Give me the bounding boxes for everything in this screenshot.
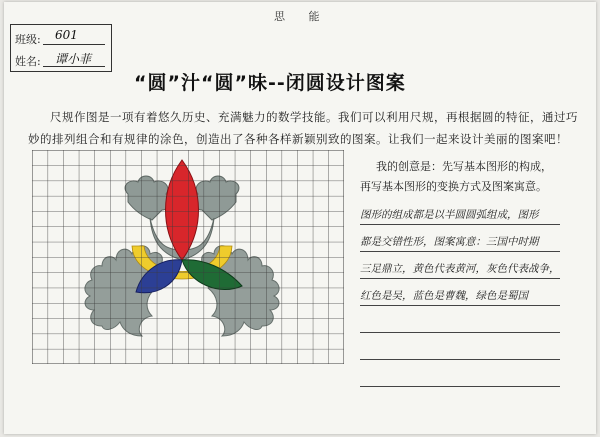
answer-line (360, 252, 560, 279)
answer-line (360, 225, 560, 252)
answer-line (360, 360, 560, 387)
header-tag: 思 能 (274, 10, 330, 23)
name-value: 谭小菲 (55, 52, 92, 66)
class-label: 班级: (15, 33, 41, 46)
answer-line (360, 198, 560, 225)
answer-line (360, 279, 560, 306)
student-info-box (10, 24, 112, 72)
answer-line-text: 红色是吴，蓝色是曹魏，绿色是蜀国 (360, 290, 528, 302)
answer-line-text: 图形的组成都是以半圆圆弧组成，图形 (360, 209, 539, 221)
handwritten-answer-lines (360, 198, 560, 387)
name-label: 姓名: (15, 55, 41, 68)
answer-line-text: 三足鼎立，黄色代表黄河，灰色代表战争， (360, 263, 560, 275)
page-title: “圆”汁“圆”味--闭圆设计图案 (134, 72, 406, 94)
answer-line (360, 306, 560, 333)
class-value: 601 (55, 28, 78, 42)
name-row (15, 49, 107, 69)
design-grid-svg (32, 150, 344, 364)
class-row (15, 27, 107, 47)
creative-subheading: 再写基本图形的变换方式及图案寓意。 (360, 180, 547, 193)
design-grid-area (32, 150, 344, 364)
creative-heading: 我的创意是：先写基本图形的构成， (376, 160, 552, 173)
class-underline (43, 44, 105, 45)
answer-line (360, 333, 560, 360)
worksheet-paper (4, 2, 596, 434)
answer-line-text: 都是交错性形，图案寓意：三国中时期 (360, 236, 539, 248)
graph-paper-grid (32, 150, 344, 364)
intro-paragraph: 尺规作图是一项有着悠久历史、充满魅力的数学技能。我们可以利用尺规，再根据圆的特征，通过巧妙的排列组合和有规律的涂色，创造出了各种各样新颖别致的图案。让我们一起来设计美丽的图案吧！ (28, 110, 578, 146)
